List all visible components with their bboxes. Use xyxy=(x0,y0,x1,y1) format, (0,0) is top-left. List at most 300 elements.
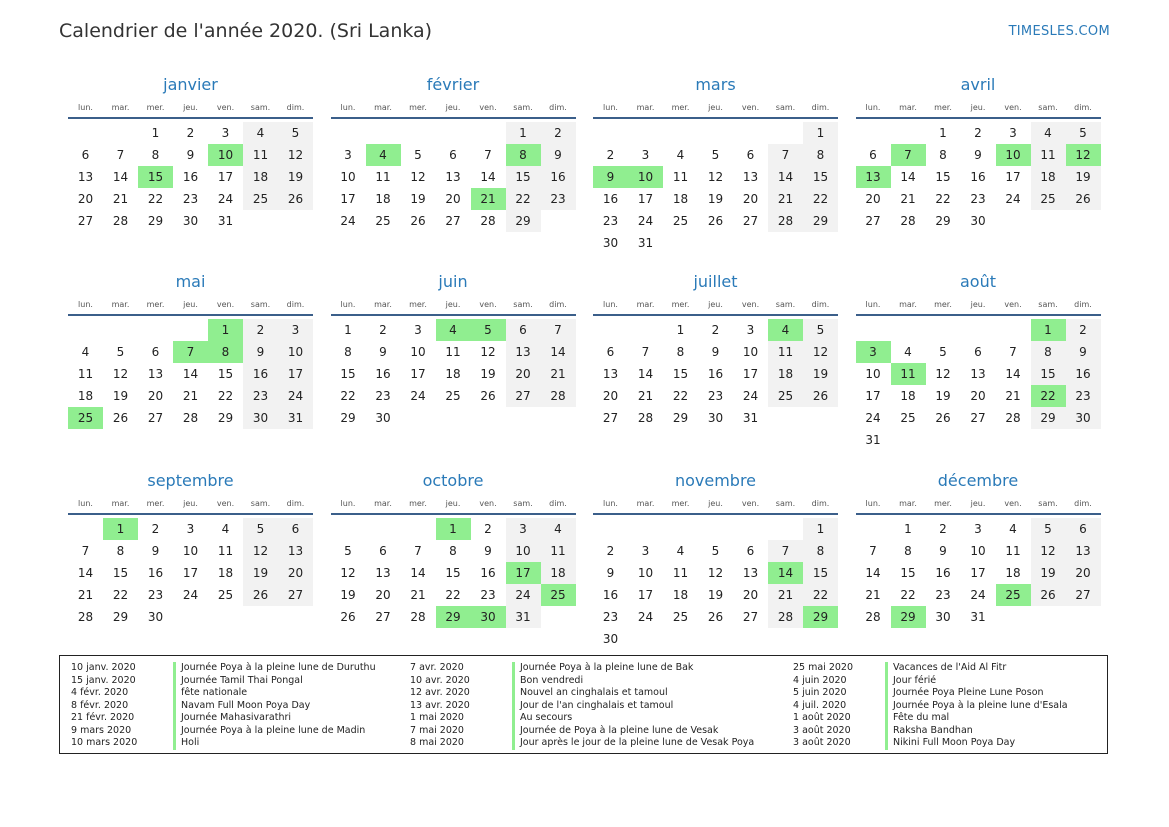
calendar-grid xyxy=(68,74,1102,650)
empty-cell xyxy=(173,319,208,341)
day-cell: 9 xyxy=(186,148,195,162)
day-cell: 22 xyxy=(803,188,838,210)
day-cell: 5 xyxy=(344,544,352,558)
weekday-label: mer. xyxy=(934,103,952,112)
empty-cell xyxy=(698,122,733,144)
holiday-day-cell: 14 xyxy=(768,562,803,584)
day-cell: 9 xyxy=(974,148,982,162)
weekday-label: ven. xyxy=(216,300,235,309)
weekday-label: sam. xyxy=(250,300,271,309)
holiday-day-cell: 10 xyxy=(996,144,1031,166)
day-cell: 6 xyxy=(379,544,387,558)
page-title: Calendrier de l'année 2020. (Sri Lanka) xyxy=(59,20,433,42)
weekday-label: lun. xyxy=(340,300,356,309)
day-cell: 23 xyxy=(182,192,199,206)
month-avril xyxy=(856,74,1101,271)
day-cell: 2 xyxy=(484,522,492,536)
day-cell: 1 xyxy=(904,522,912,536)
day-cell: 21 xyxy=(637,389,654,403)
day-cell: 25 xyxy=(672,610,689,624)
holiday-date: 1 août 2020 xyxy=(793,712,851,723)
day-cell: 15 xyxy=(935,170,951,184)
day-cell: 28 xyxy=(410,610,426,624)
day-cell: 16 xyxy=(182,170,199,184)
day-cell: 7 xyxy=(1009,345,1017,359)
weekday-label: mar. xyxy=(636,499,655,508)
weekday-label: dim. xyxy=(811,103,830,112)
day-cell: 27 xyxy=(506,385,541,407)
day-cell: 18 xyxy=(217,566,234,580)
weekday-label: ven. xyxy=(741,103,760,112)
weekday-label: sam. xyxy=(513,499,533,508)
weekday-label: ven. xyxy=(216,103,235,112)
day-cell: 26 xyxy=(340,610,356,624)
day-cell: 18 xyxy=(1031,166,1066,188)
day-cell: 5 xyxy=(116,345,125,359)
day-cell: 6 xyxy=(746,148,755,162)
day-cell: 7 xyxy=(484,148,492,162)
day-cell: 9 xyxy=(484,544,492,558)
holiday-day-cell: 29 xyxy=(803,606,838,628)
day-cell: 29 xyxy=(803,210,838,232)
day-cell: 6 xyxy=(869,148,877,162)
day-cell: 22 xyxy=(900,588,916,602)
day-cell: 14 xyxy=(1005,367,1021,381)
day-cell: 16 xyxy=(602,192,619,206)
day-cell: 18 xyxy=(672,192,689,206)
holiday-day-cell: 7 xyxy=(891,144,926,166)
holiday-name: Fête du mal xyxy=(885,712,949,725)
weekday-label: lun. xyxy=(340,103,356,112)
weekday-label: lun. xyxy=(603,300,618,309)
day-cell: 10 xyxy=(742,345,759,359)
empty-cell xyxy=(628,518,663,540)
day-cell: 27 xyxy=(278,584,313,606)
day-cell: 14 xyxy=(637,367,654,381)
month-days xyxy=(331,518,576,628)
day-cell: 14 xyxy=(541,341,576,363)
day-cell: 26 xyxy=(243,584,278,606)
day-cell: 8 xyxy=(939,148,947,162)
holiday-name: Navam Full Moon Poya Day xyxy=(173,700,310,713)
weekday-label: sam. xyxy=(1038,300,1058,309)
month-août xyxy=(856,271,1101,470)
empty-cell xyxy=(436,122,471,144)
holiday-name: Journée Poya à la pleine lune de Madin xyxy=(173,725,365,738)
day-cell: 17 xyxy=(1005,170,1021,184)
day-cell: 10 xyxy=(278,341,313,363)
day-cell: 13 xyxy=(278,540,313,562)
empty-cell xyxy=(856,518,891,540)
holiday-day-cell: 30 xyxy=(471,606,506,628)
weekday-label: mer. xyxy=(671,499,690,508)
day-cell: 23 xyxy=(147,588,164,602)
day-cell: 29 xyxy=(217,411,234,425)
day-cell: 2 xyxy=(379,323,387,337)
day-cell: 5 xyxy=(939,345,947,359)
day-cell: 27 xyxy=(602,411,619,425)
holiday-name: fête nationale xyxy=(173,687,247,700)
empty-cell xyxy=(103,122,138,144)
day-cell: 2 xyxy=(1066,319,1101,341)
day-cell: 3 xyxy=(414,323,422,337)
day-cell: 29 xyxy=(506,210,541,232)
day-cell: 24 xyxy=(278,385,313,407)
empty-cell xyxy=(698,518,733,540)
holiday-day-cell: 10 xyxy=(628,166,663,188)
empty-cell xyxy=(628,319,663,341)
weekday-label: ven. xyxy=(741,300,760,309)
day-cell: 8 xyxy=(1031,341,1066,363)
day-cell: 15 xyxy=(803,166,838,188)
holiday-day-cell: 3 xyxy=(856,341,891,363)
day-cell: 23 xyxy=(935,588,951,602)
holiday-date: 10 avr. 2020 xyxy=(410,674,470,686)
day-cell: 19 xyxy=(410,192,426,206)
day-cell: 18 xyxy=(375,192,391,206)
day-cell: 19 xyxy=(1031,562,1066,584)
day-cell: 6 xyxy=(151,345,160,359)
day-cell: 3 xyxy=(641,148,650,162)
day-cell: 15 xyxy=(803,562,838,584)
day-cell: 20 xyxy=(375,588,391,602)
weekday-header xyxy=(593,99,838,119)
day-cell: 12 xyxy=(480,345,496,359)
day-cell: 4 xyxy=(1031,122,1066,144)
month-name: juillet xyxy=(693,272,738,291)
weekday-label: mar. xyxy=(111,499,130,508)
brand-link[interactable]: TIMESLES.COM xyxy=(1008,24,1110,39)
day-cell: 8 xyxy=(803,540,838,562)
day-cell: 29 xyxy=(672,411,689,425)
holiday-day-cell: 17 xyxy=(506,562,541,584)
day-cell: 31 xyxy=(970,610,986,624)
holiday-name: Journée Poya à la pleine lune de Bak xyxy=(512,662,693,675)
day-cell: 26 xyxy=(935,411,951,425)
holiday-date: 9 mars 2020 xyxy=(71,724,132,736)
holiday-day-cell: 22 xyxy=(1031,385,1066,407)
weekday-label: ven. xyxy=(479,300,497,309)
day-cell: 22 xyxy=(803,584,838,606)
day-cell: 12 xyxy=(410,170,426,184)
weekday-label: dim. xyxy=(286,499,305,508)
weekday-label: dim. xyxy=(1074,499,1092,508)
holiday-day-cell: 8 xyxy=(208,341,243,363)
day-cell: 23 xyxy=(375,389,391,403)
day-cell: 31 xyxy=(506,606,541,628)
day-cell: 24 xyxy=(410,389,426,403)
month-days xyxy=(593,319,838,429)
month-days xyxy=(856,518,1101,628)
day-cell: 8 xyxy=(344,345,352,359)
weekday-label: jeu. xyxy=(970,300,986,309)
day-cell: 14 xyxy=(77,566,94,580)
month-days xyxy=(331,122,576,232)
weekday-label: mar. xyxy=(111,103,130,112)
day-cell: 11 xyxy=(672,170,689,184)
day-cell: 29 xyxy=(340,411,356,425)
day-cell: 27 xyxy=(147,411,164,425)
holiday-date: 3 août 2020 xyxy=(793,737,851,748)
day-cell: 21 xyxy=(112,192,129,206)
day-cell: 25 xyxy=(768,385,803,407)
day-cell: 3 xyxy=(641,544,650,558)
weekday-label: jeu. xyxy=(445,300,461,309)
day-cell: 8 xyxy=(116,544,125,558)
holiday-day-cell: 25 xyxy=(996,584,1031,606)
day-cell: 17 xyxy=(970,566,986,580)
day-cell: 29 xyxy=(112,610,129,624)
day-cell: 13 xyxy=(375,566,391,580)
day-cell: 3 xyxy=(1009,126,1017,140)
day-cell: 15 xyxy=(340,367,356,381)
day-cell: 24 xyxy=(970,588,986,602)
day-cell: 18 xyxy=(445,367,461,381)
day-cell: 14 xyxy=(900,170,916,184)
day-cell: 22 xyxy=(112,588,129,602)
weekday-header xyxy=(593,495,838,515)
day-cell: 2 xyxy=(606,148,615,162)
month-days xyxy=(68,319,313,429)
day-cell: 27 xyxy=(742,610,759,624)
day-cell: 24 xyxy=(742,389,759,403)
day-cell: 25 xyxy=(243,188,278,210)
empty-cell xyxy=(68,319,103,341)
day-cell: 16 xyxy=(541,166,576,188)
day-cell: 10 xyxy=(970,544,986,558)
day-cell: 13 xyxy=(602,367,619,381)
day-cell: 17 xyxy=(637,588,654,602)
day-cell: 16 xyxy=(602,588,619,602)
weekday-label: mer. xyxy=(146,499,165,508)
day-cell: 13 xyxy=(77,170,94,184)
holiday-name: Journée Mahasivarathri xyxy=(173,712,291,725)
weekday-label: jeu. xyxy=(445,103,461,112)
day-cell: 18 xyxy=(672,588,689,602)
day-cell: 6 xyxy=(81,148,90,162)
day-cell: 29 xyxy=(147,214,164,228)
empty-cell xyxy=(996,319,1031,341)
day-cell: 12 xyxy=(935,367,951,381)
day-cell: 12 xyxy=(707,566,724,580)
holiday-name: Jour après le jour de la pleine lune de Vesak Poya xyxy=(512,737,754,750)
day-cell: 18 xyxy=(768,363,803,385)
holiday-day-cell: 15 xyxy=(138,166,173,188)
day-cell: 10 xyxy=(506,540,541,562)
day-cell: 26 xyxy=(410,214,426,228)
day-cell: 23 xyxy=(243,385,278,407)
day-cell: 22 xyxy=(672,389,689,403)
day-cell: 22 xyxy=(147,192,164,206)
day-cell: 14 xyxy=(480,170,496,184)
day-cell: 5 xyxy=(803,319,838,341)
weekday-label: sam. xyxy=(513,300,533,309)
day-cell: 15 xyxy=(672,367,689,381)
day-cell: 18 xyxy=(541,562,576,584)
holiday-date: 10 mars 2020 xyxy=(71,737,138,748)
month-days xyxy=(68,518,313,628)
empty-cell xyxy=(593,319,628,341)
holiday-name: Nikini Full Moon Poya Day xyxy=(885,737,1015,750)
weekday-label: sam. xyxy=(775,300,796,309)
day-cell: 20 xyxy=(278,562,313,584)
day-cell: 1 xyxy=(151,126,160,140)
weekday-label: sam. xyxy=(513,103,533,112)
empty-cell xyxy=(926,319,961,341)
day-cell: 7 xyxy=(414,544,422,558)
weekday-header xyxy=(68,296,313,316)
day-cell: 3 xyxy=(221,126,230,140)
day-cell: 31 xyxy=(865,433,881,447)
weekday-label: ven. xyxy=(1004,300,1022,309)
day-cell: 30 xyxy=(1066,407,1101,429)
day-cell: 25 xyxy=(375,214,391,228)
day-cell: 15 xyxy=(900,566,916,580)
month-name: août xyxy=(959,272,996,291)
month-juillet xyxy=(593,271,838,470)
weekday-label: ven. xyxy=(479,499,497,508)
day-cell: 15 xyxy=(445,566,461,580)
day-cell: 16 xyxy=(935,566,951,580)
day-cell: 7 xyxy=(541,319,576,341)
holiday-day-cell: 8 xyxy=(506,144,541,166)
day-cell: 12 xyxy=(1031,540,1066,562)
empty-cell xyxy=(331,122,366,144)
day-cell: 18 xyxy=(1005,566,1021,580)
weekday-label: lun. xyxy=(603,499,618,508)
day-cell: 11 xyxy=(445,345,461,359)
day-cell: 1 xyxy=(506,122,541,144)
day-cell: 21 xyxy=(768,584,803,606)
empty-cell xyxy=(331,518,366,540)
holiday-day-cell: 11 xyxy=(891,363,926,385)
day-cell: 12 xyxy=(803,341,838,363)
weekday-label: dim. xyxy=(549,499,567,508)
day-cell: 13 xyxy=(742,170,759,184)
day-cell: 19 xyxy=(935,389,951,403)
day-cell: 24 xyxy=(506,584,541,606)
day-cell: 21 xyxy=(77,588,94,602)
month-days xyxy=(856,319,1101,451)
holiday-date: 1 mai 2020 xyxy=(410,712,464,723)
day-cell: 28 xyxy=(182,411,199,425)
holiday-day-cell: 7 xyxy=(173,341,208,363)
weekday-label: lun. xyxy=(603,103,618,112)
empty-cell xyxy=(856,319,891,341)
day-cell: 21 xyxy=(541,363,576,385)
day-cell: 2 xyxy=(939,522,947,536)
day-cell: 19 xyxy=(480,367,496,381)
day-cell: 17 xyxy=(278,363,313,385)
weekday-label: lun. xyxy=(865,103,881,112)
day-cell: 6 xyxy=(506,319,541,341)
weekday-label: ven. xyxy=(1004,499,1022,508)
day-cell: 30 xyxy=(602,236,619,250)
weekday-header xyxy=(856,495,1101,515)
weekday-label: mer. xyxy=(409,103,427,112)
day-cell: 10 xyxy=(182,544,199,558)
holiday-name: Journée Tamil Thai Pongal xyxy=(173,675,303,688)
weekday-label: sam. xyxy=(775,499,796,508)
holiday-day-cell: 13 xyxy=(856,166,891,188)
day-cell: 5 xyxy=(711,544,720,558)
day-cell: 11 xyxy=(1005,544,1021,558)
empty-cell xyxy=(891,319,926,341)
day-cell: 27 xyxy=(970,411,986,425)
empty-cell xyxy=(961,319,996,341)
weekday-label: lun. xyxy=(865,499,881,508)
day-cell: 20 xyxy=(445,192,461,206)
day-cell: 4 xyxy=(541,518,576,540)
holiday-day-cell: 10 xyxy=(208,144,243,166)
day-cell: 23 xyxy=(602,214,619,228)
day-cell: 31 xyxy=(742,411,759,425)
weekday-label: dim. xyxy=(549,300,567,309)
day-cell: 11 xyxy=(1031,144,1066,166)
day-cell: 28 xyxy=(900,214,916,228)
empty-cell xyxy=(366,518,401,540)
day-cell: 8 xyxy=(676,345,685,359)
day-cell: 16 xyxy=(970,170,986,184)
day-cell: 27 xyxy=(77,214,94,228)
day-cell: 6 xyxy=(449,148,457,162)
day-cell: 16 xyxy=(707,367,724,381)
day-cell: 6 xyxy=(278,518,313,540)
weekday-label: jeu. xyxy=(183,499,198,508)
weekday-label: ven. xyxy=(1004,103,1022,112)
weekday-header xyxy=(331,99,576,119)
day-cell: 2 xyxy=(606,544,615,558)
day-cell: 4 xyxy=(676,148,685,162)
day-cell: 9 xyxy=(939,544,947,558)
weekday-label: dim. xyxy=(811,300,830,309)
weekday-label: sam. xyxy=(775,103,796,112)
day-cell: 16 xyxy=(1066,363,1101,385)
day-cell: 4 xyxy=(221,522,230,536)
weekday-header xyxy=(856,99,1101,119)
holiday-date: 4 juin 2020 xyxy=(793,674,847,686)
day-cell: 14 xyxy=(410,566,426,580)
day-cell: 17 xyxy=(742,367,759,381)
day-cell: 22 xyxy=(445,588,461,602)
day-cell: 28 xyxy=(768,606,803,628)
weekday-label: jeu. xyxy=(445,499,461,508)
day-cell: 20 xyxy=(865,192,881,206)
holiday-name: Journée Poya à la pleine lune de Duruthu xyxy=(173,662,376,675)
day-cell: 25 xyxy=(1031,188,1066,210)
day-cell: 27 xyxy=(742,214,759,228)
weekday-header xyxy=(331,296,576,316)
weekday-label: dim. xyxy=(1074,300,1092,309)
day-cell: 16 xyxy=(480,566,496,580)
holiday-day-cell: 12 xyxy=(1066,144,1101,166)
day-cell: 13 xyxy=(445,170,461,184)
day-cell: 14 xyxy=(865,566,881,580)
day-cell: 11 xyxy=(243,144,278,166)
day-cell: 7 xyxy=(81,544,90,558)
day-cell: 2 xyxy=(186,126,195,140)
empty-cell xyxy=(733,122,768,144)
day-cell: 22 xyxy=(217,389,234,403)
day-cell: 13 xyxy=(742,566,759,580)
holiday-day-cell: 4 xyxy=(768,319,803,341)
weekday-label: sam. xyxy=(250,499,271,508)
day-cell: 30 xyxy=(935,610,951,624)
weekday-label: mar. xyxy=(899,300,917,309)
day-cell: 24 xyxy=(865,411,881,425)
weekday-label: lun. xyxy=(78,300,93,309)
day-cell: 21 xyxy=(182,389,199,403)
